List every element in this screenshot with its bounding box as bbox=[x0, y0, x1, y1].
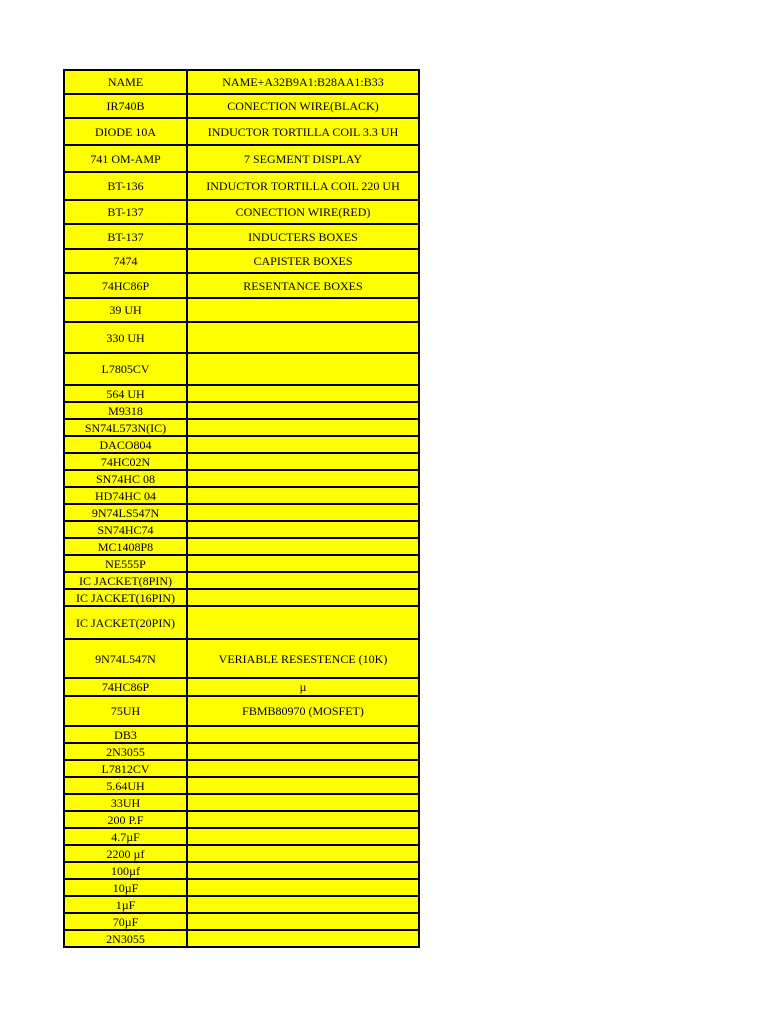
cell-description bbox=[187, 896, 419, 913]
cell-description: INDUCTOR TORTILLA COIL 220 UH bbox=[187, 172, 419, 200]
cell-part-name: 7474 bbox=[64, 249, 187, 273]
cell-part-name: M9318 bbox=[64, 402, 187, 419]
table-row bbox=[64, 639, 419, 678]
table-row bbox=[64, 828, 419, 845]
cell-description bbox=[187, 606, 419, 639]
cell-part-name: IC JACKET(8PIN) bbox=[64, 572, 187, 589]
cell-description bbox=[187, 402, 419, 419]
table-row bbox=[64, 678, 419, 696]
table-row bbox=[64, 521, 419, 538]
cell-part-name: 330 UH bbox=[64, 322, 187, 353]
cell-description bbox=[187, 743, 419, 760]
cell-description: 7 SEGMENT DISPLAY bbox=[187, 145, 419, 172]
cell-description bbox=[187, 845, 419, 862]
table-row bbox=[64, 811, 419, 828]
table-row bbox=[64, 845, 419, 862]
cell-description bbox=[187, 487, 419, 504]
cell-description bbox=[187, 555, 419, 572]
cell-description bbox=[187, 453, 419, 470]
cell-part-name: BT-136 bbox=[64, 172, 187, 200]
table-row bbox=[64, 200, 419, 224]
cell-part-name: NAME bbox=[64, 70, 187, 94]
cell-description: CONECTION WIRE(RED) bbox=[187, 200, 419, 224]
cell-part-name: 200 P.F bbox=[64, 811, 187, 828]
cell-description bbox=[187, 385, 419, 402]
parts-table-body bbox=[64, 70, 419, 947]
cell-part-name: 9N74LS547N bbox=[64, 504, 187, 521]
cell-description bbox=[187, 862, 419, 879]
table-row bbox=[64, 726, 419, 743]
cell-description: RESENTANCE BOXES bbox=[187, 273, 419, 298]
cell-part-name: L7812CV bbox=[64, 760, 187, 777]
table-row bbox=[64, 589, 419, 606]
cell-part-name: 70µF bbox=[64, 913, 187, 930]
table-row bbox=[64, 504, 419, 521]
cell-part-name: MC1408P8 bbox=[64, 538, 187, 555]
cell-part-name: 2200 µf bbox=[64, 845, 187, 862]
table-row bbox=[64, 322, 419, 353]
cell-description bbox=[187, 879, 419, 896]
table-row bbox=[64, 862, 419, 879]
cell-description bbox=[187, 538, 419, 555]
parts-table bbox=[63, 69, 420, 948]
table-row bbox=[64, 696, 419, 726]
cell-part-name: L7805CV bbox=[64, 353, 187, 385]
cell-part-name: DB3 bbox=[64, 726, 187, 743]
table-row bbox=[64, 930, 419, 947]
cell-description bbox=[187, 419, 419, 436]
cell-part-name: 10µF bbox=[64, 879, 187, 896]
cell-part-name: 33UH bbox=[64, 794, 187, 811]
cell-description bbox=[187, 777, 419, 794]
cell-part-name: BT-137 bbox=[64, 200, 187, 224]
cell-description: CAPISTER BOXES bbox=[187, 249, 419, 273]
cell-part-name: 74HC86P bbox=[64, 678, 187, 696]
cell-description bbox=[187, 794, 419, 811]
cell-part-name: 5.64UH bbox=[64, 777, 187, 794]
cell-part-name: 4.7µF bbox=[64, 828, 187, 845]
table-row bbox=[64, 743, 419, 760]
cell-part-name: HD74HC 04 bbox=[64, 487, 187, 504]
cell-description bbox=[187, 470, 419, 487]
cell-part-name: 75UH bbox=[64, 696, 187, 726]
table-row bbox=[64, 572, 419, 589]
cell-part-name: 741 OM-AMP bbox=[64, 145, 187, 172]
table-row bbox=[64, 487, 419, 504]
cell-part-name: 2N3055 bbox=[64, 930, 187, 947]
cell-description: INDUCTERS BOXES bbox=[187, 224, 419, 249]
cell-description: µ bbox=[187, 678, 419, 696]
table-row bbox=[64, 419, 419, 436]
table-row bbox=[64, 94, 419, 118]
cell-description bbox=[187, 298, 419, 322]
cell-part-name: SN74HC74 bbox=[64, 521, 187, 538]
table-row bbox=[64, 249, 419, 273]
table-row bbox=[64, 273, 419, 298]
cell-part-name: SN74L573N(IC) bbox=[64, 419, 187, 436]
table-row bbox=[64, 794, 419, 811]
table-row bbox=[64, 172, 419, 200]
cell-part-name: 100µf bbox=[64, 862, 187, 879]
table-row bbox=[64, 470, 419, 487]
cell-description bbox=[187, 572, 419, 589]
cell-part-name: 2N3055 bbox=[64, 743, 187, 760]
cell-description bbox=[187, 436, 419, 453]
cell-part-name: IC JACKET(20PIN) bbox=[64, 606, 187, 639]
cell-description bbox=[187, 828, 419, 845]
cell-part-name: NE555P bbox=[64, 555, 187, 572]
cell-description bbox=[187, 811, 419, 828]
cell-description: FBMB80970 (MOSFET) bbox=[187, 696, 419, 726]
table-row bbox=[64, 402, 419, 419]
cell-description bbox=[187, 521, 419, 538]
cell-description bbox=[187, 930, 419, 947]
cell-part-name: 74HC02N bbox=[64, 453, 187, 470]
table-row bbox=[64, 436, 419, 453]
cell-description bbox=[187, 760, 419, 777]
cell-description bbox=[187, 589, 419, 606]
table-row bbox=[64, 298, 419, 322]
cell-part-name: SN74HC 08 bbox=[64, 470, 187, 487]
cell-description: INDUCTOR TORTILLA COIL 3.3 UH bbox=[187, 118, 419, 145]
cell-part-name: 1µF bbox=[64, 896, 187, 913]
cell-description bbox=[187, 913, 419, 930]
cell-description bbox=[187, 726, 419, 743]
table-row bbox=[64, 118, 419, 145]
cell-part-name: 9N74L547N bbox=[64, 639, 187, 678]
cell-part-name: BT-137 bbox=[64, 224, 187, 249]
cell-part-name: 39 UH bbox=[64, 298, 187, 322]
cell-description bbox=[187, 322, 419, 353]
cell-part-name: IC JACKET(16PIN) bbox=[64, 589, 187, 606]
cell-part-name: IR740B bbox=[64, 94, 187, 118]
table-row bbox=[64, 145, 419, 172]
table-row bbox=[64, 760, 419, 777]
cell-description bbox=[187, 504, 419, 521]
table-row bbox=[64, 879, 419, 896]
table-row bbox=[64, 224, 419, 249]
table-row bbox=[64, 913, 419, 930]
cell-description bbox=[187, 353, 419, 385]
cell-part-name: 74HC86P bbox=[64, 273, 187, 298]
table-row bbox=[64, 555, 419, 572]
table-row bbox=[64, 896, 419, 913]
table-row bbox=[64, 70, 419, 94]
cell-description: VERIABLE RESESTENCE (10K) bbox=[187, 639, 419, 678]
table-row bbox=[64, 453, 419, 470]
cell-part-name: 564 UH bbox=[64, 385, 187, 402]
cell-part-name: DACO804 bbox=[64, 436, 187, 453]
table-row bbox=[64, 385, 419, 402]
cell-description: CONECTION WIRE(BLACK) bbox=[187, 94, 419, 118]
table-row bbox=[64, 538, 419, 555]
table-row bbox=[64, 777, 419, 794]
table-row bbox=[64, 353, 419, 385]
cell-part-name: DIODE 10A bbox=[64, 118, 187, 145]
table-row bbox=[64, 606, 419, 639]
cell-description: NAME+A32B9A1:B28AA1:B33 bbox=[187, 70, 419, 94]
